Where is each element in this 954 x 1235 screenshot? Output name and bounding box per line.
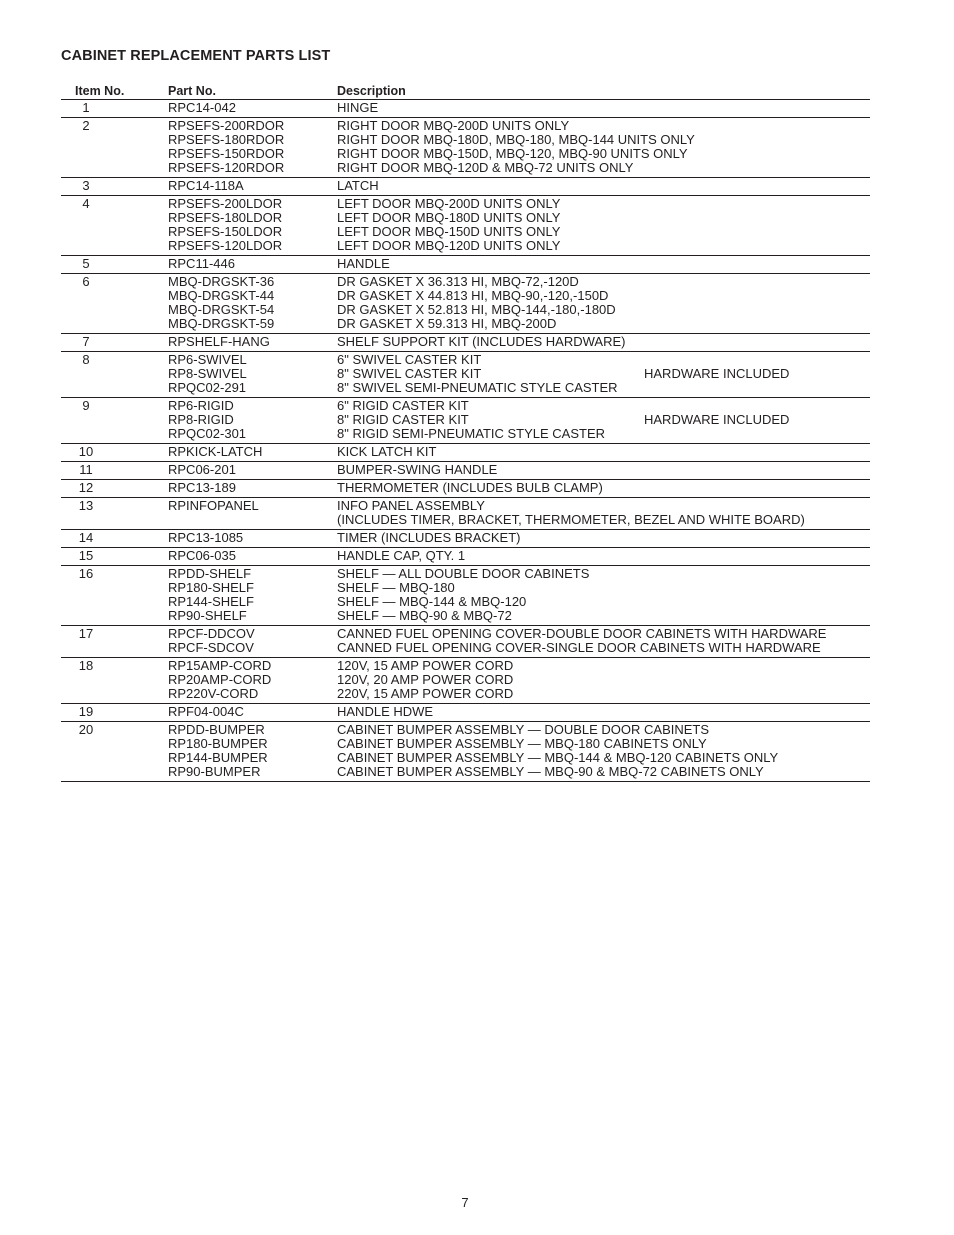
item-number: 15 [78, 548, 94, 563]
part-number: RPSEFS-180LDOR [168, 210, 283, 225]
description-line: CABINET BUMPER ASSEMBLY — MBQ-144 & MBQ-120 CABINETS ONLY [337, 750, 779, 765]
description-line: SHELF — MBQ-90 & MBQ-72 [337, 608, 512, 623]
table-row [61, 704, 870, 722]
table-body [61, 100, 870, 782]
part-numbers [168, 531, 243, 545]
descriptions [337, 399, 870, 441]
part-number: RPQC02-301 [168, 426, 247, 441]
description-line: 8" SWIVEL CASTER KIT [337, 366, 482, 381]
item-number: 5 [82, 256, 90, 271]
description-line: SHELF SUPPORT KIT (INCLUDES HARDWARE) [337, 334, 626, 349]
description-line: DR GASKET X 36.313 HI, MBQ-72,-120D [337, 274, 579, 289]
descriptions [337, 567, 870, 623]
page-title: CABINET REPLACEMENT PARTS LIST [61, 48, 331, 64]
description-line: 120V, 15 AMP POWER CORD [337, 658, 514, 673]
item-number: 4 [82, 196, 90, 211]
part-number: RPKICK-LATCH [168, 444, 263, 459]
description-line: DR GASKET X 44.813 HI, MBQ-90,-120,-150D [337, 288, 609, 303]
part-number: RP20AMP-CORD [168, 672, 272, 687]
part-number: RPQC02-291 [168, 380, 247, 395]
descriptions [337, 499, 870, 527]
part-numbers [168, 335, 270, 349]
descriptions [337, 119, 870, 175]
item-number: 20 [78, 722, 94, 737]
part-number: RP6-SWIVEL [168, 352, 247, 367]
item-number: 1 [82, 100, 90, 115]
hardware-note: HARDWARE INCLUDED [644, 412, 790, 427]
description-line: (INCLUDES TIMER, BRACKET, THERMOMETER, BEZEL AND WHITE BOARD) [337, 512, 805, 527]
description-line: RIGHT DOOR MBQ-120D & MBQ-72 UNITS ONLY [337, 160, 634, 175]
item-number: 18 [78, 658, 94, 673]
item-number: 3 [82, 178, 90, 193]
part-number: RP220V-CORD [168, 686, 259, 701]
part-number: MBQ-DRGSKT-59 [168, 316, 275, 331]
table-row [61, 178, 870, 196]
item-number: 10 [78, 444, 94, 459]
part-numbers [168, 353, 247, 395]
table-row [61, 530, 870, 548]
part-number: RPC14-042 [168, 100, 236, 115]
description-line: LATCH [337, 178, 379, 193]
description-line: INFO PANEL ASSEMBLY [337, 498, 485, 513]
description-line: RIGHT DOOR MBQ-180D, MBQ-180, MBQ-144 UNITS ONLY [337, 132, 695, 147]
part-number: MBQ-DRGSKT-36 [168, 274, 275, 289]
header-part-no: Part No. [168, 84, 216, 98]
table-header [61, 83, 870, 100]
part-number: RP6-RIGID [168, 398, 234, 413]
description-line: 8" RIGID CASTER KIT [337, 412, 469, 427]
part-number: RPSEFS-200LDOR [168, 196, 283, 211]
part-number: RPDD-BUMPER [168, 722, 265, 737]
descriptions [337, 101, 870, 115]
part-number: RPDD-SHELF [168, 566, 252, 581]
part-number: RP8-RIGID [168, 412, 234, 427]
description-line: RIGHT DOOR MBQ-200D UNITS ONLY [337, 118, 570, 133]
part-number: RP180-SHELF [168, 580, 254, 595]
part-numbers [168, 723, 268, 779]
description-line: 8" RIGID SEMI-PNEUMATIC STYLE CASTER [337, 426, 606, 441]
item-number: 13 [78, 498, 94, 513]
table-row [61, 118, 870, 178]
item-number: 6 [82, 274, 90, 289]
descriptions [337, 197, 870, 253]
descriptions [337, 353, 870, 395]
description-line: DR GASKET X 52.813 HI, MBQ-144,-180,-180D [337, 302, 616, 317]
description-line: CANNED FUEL OPENING COVER-DOUBLE DOOR CABINETS WITH HARDWARE [337, 626, 827, 641]
part-numbers [168, 627, 255, 655]
part-number: RPSEFS-180RDOR [168, 132, 285, 147]
description-line: 6" SWIVEL CASTER KIT [337, 352, 482, 367]
part-number: RPC13-1085 [168, 530, 244, 545]
item-number: 14 [78, 530, 94, 545]
table-row [61, 444, 870, 462]
description-line: LEFT DOOR MBQ-120D UNITS ONLY [337, 238, 561, 253]
page-number: 7 [461, 1195, 469, 1210]
descriptions [337, 705, 870, 719]
description-line: TIMER (INCLUDES BRACKET) [337, 530, 521, 545]
description-line: SHELF — MBQ-180 [337, 580, 455, 595]
descriptions [337, 257, 870, 271]
table-row [61, 274, 870, 334]
part-number: RPSEFS-150LDOR [168, 224, 283, 239]
table-row [61, 722, 870, 782]
descriptions [337, 335, 870, 349]
part-number: RP144-BUMPER [168, 750, 268, 765]
description-line: THERMOMETER (INCLUDES BULB CLAMP) [337, 480, 603, 495]
header-item-no: Item No. [75, 84, 125, 98]
part-number: RP180-BUMPER [168, 736, 268, 751]
table-row [61, 334, 870, 352]
description-line: 8" SWIVEL SEMI-PNEUMATIC STYLE CASTER [337, 380, 618, 395]
descriptions [337, 275, 870, 331]
description-line: 6" RIGID CASTER KIT [337, 398, 469, 413]
part-number: MBQ-DRGSKT-54 [168, 302, 275, 317]
part-number: RP15AMP-CORD [168, 658, 272, 673]
part-numbers [168, 463, 236, 477]
descriptions [337, 179, 870, 193]
part-numbers [168, 197, 282, 253]
description-line: CABINET BUMPER ASSEMBLY — DOUBLE DOOR CABINETS [337, 722, 710, 737]
part-number: MBQ-DRGSKT-44 [168, 288, 275, 303]
descriptions [337, 659, 870, 701]
description-line: LEFT DOOR MBQ-150D UNITS ONLY [337, 224, 561, 239]
descriptions [337, 463, 870, 477]
descriptions [337, 627, 870, 655]
part-number: RPC14-118A [168, 178, 244, 193]
part-numbers [168, 119, 284, 175]
description-line: BUMPER-SWING HANDLE [337, 462, 498, 477]
descriptions [337, 549, 870, 563]
description-line: HANDLE HDWE [337, 704, 434, 719]
descriptions [337, 723, 870, 779]
part-number: RP90-BUMPER [168, 764, 261, 779]
description-line: SHELF — MBQ-144 & MBQ-120 [337, 594, 527, 609]
item-number: 12 [78, 480, 94, 495]
part-numbers [168, 399, 246, 441]
table-row [61, 352, 870, 398]
item-number: 11 [79, 462, 93, 477]
part-number: RPCF-SDCOV [168, 640, 254, 655]
part-number: RPC13-189 [168, 480, 236, 495]
description-line: HINGE [337, 100, 379, 115]
part-number: RPSEFS-150RDOR [168, 146, 285, 161]
part-numbers [168, 567, 254, 623]
table-row [61, 626, 870, 658]
table-row [61, 480, 870, 498]
part-number: RP90-SHELF [168, 608, 247, 623]
part-number: RPSEFS-120LDOR [168, 238, 283, 253]
part-number: RP144-SHELF [168, 594, 254, 609]
item-number: 9 [82, 398, 90, 413]
part-number: RPSEFS-200RDOR [168, 118, 285, 133]
description-line: LEFT DOOR MBQ-180D UNITS ONLY [337, 210, 561, 225]
part-number: RP8-SWIVEL [168, 366, 247, 381]
table-row [61, 462, 870, 480]
item-number: 2 [82, 118, 90, 133]
descriptions [337, 445, 870, 459]
part-number: RPCF-DDCOV [168, 626, 255, 641]
description-line: 220V, 15 AMP POWER CORD [337, 686, 514, 701]
table-row [61, 256, 870, 274]
description-line: SHELF — ALL DOUBLE DOOR CABINETS [337, 566, 590, 581]
part-number: RPC06-035 [168, 548, 236, 563]
item-number: 8 [82, 352, 90, 367]
description-line: HANDLE [337, 256, 390, 271]
part-numbers [168, 481, 236, 495]
part-numbers [168, 275, 274, 331]
header-description: Description [337, 84, 406, 98]
part-numbers [168, 179, 244, 193]
part-number: RPC11-446 [168, 256, 235, 271]
description-line: DR GASKET X 59.313 HI, MBQ-200D [337, 316, 557, 331]
part-number: RPC06-201 [168, 462, 236, 477]
descriptions [337, 531, 870, 545]
part-numbers [168, 659, 271, 701]
part-numbers [168, 549, 236, 563]
description-line: CANNED FUEL OPENING COVER-SINGLE DOOR CABINETS WITH HARDWARE [337, 640, 821, 655]
description-line: LEFT DOOR MBQ-200D UNITS ONLY [337, 196, 561, 211]
part-number: RPSEFS-120RDOR [168, 160, 285, 175]
part-number: RPINFOPANEL [168, 498, 259, 513]
part-numbers [168, 705, 244, 719]
table-row [61, 498, 870, 530]
part-numbers [168, 101, 236, 115]
hardware-note: HARDWARE INCLUDED [644, 366, 790, 381]
description-line: CABINET BUMPER ASSEMBLY — MBQ-180 CABINETS ONLY [337, 736, 707, 751]
item-number: 19 [78, 704, 94, 719]
table-row [61, 398, 870, 444]
part-numbers [168, 257, 235, 271]
descriptions [337, 481, 870, 495]
table-row [61, 566, 870, 626]
part-numbers [168, 445, 262, 459]
part-numbers [168, 499, 259, 513]
part-number: RPF04-004C [168, 704, 244, 719]
table-row [61, 548, 870, 566]
table-row [61, 100, 870, 118]
parts-table [61, 83, 870, 782]
description-line: RIGHT DOOR MBQ-150D, MBQ-120, MBQ-90 UNITS ONLY [337, 146, 688, 161]
description-line: KICK LATCH KIT [337, 444, 437, 459]
table-row [61, 658, 870, 704]
description-line: CABINET BUMPER ASSEMBLY — MBQ-90 & MBQ-72 CABINETS ONLY [337, 764, 764, 779]
description-line: HANDLE CAP, QTY. 1 [337, 548, 466, 563]
part-number: RPSHELF-HANG [168, 334, 270, 349]
item-number: 7 [82, 334, 90, 349]
item-number: 16 [78, 566, 94, 581]
description-line: 120V, 20 AMP POWER CORD [337, 672, 514, 687]
table-row [61, 196, 870, 256]
item-number: 17 [78, 626, 94, 641]
